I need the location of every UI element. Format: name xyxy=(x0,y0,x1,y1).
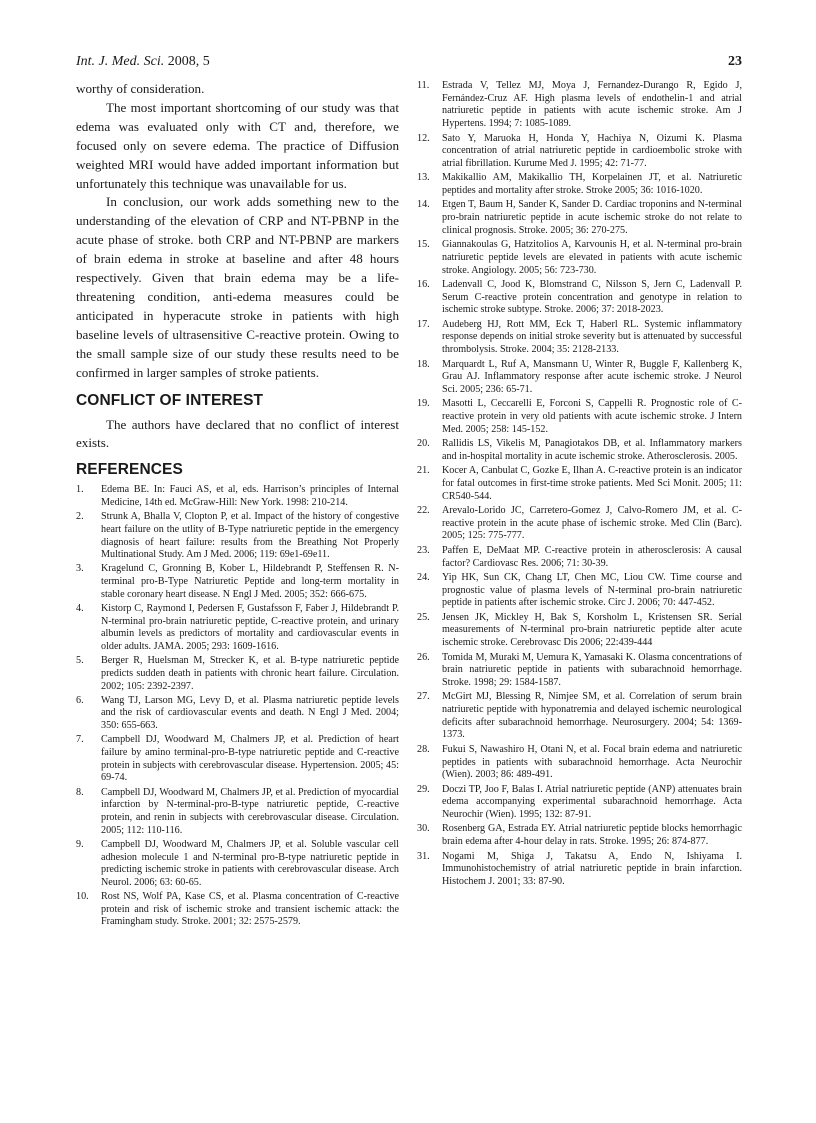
reference-item xyxy=(76,603,399,654)
reference-item xyxy=(76,655,399,693)
reference-text: Strunk A, Bhalla V, Clopton P, et al. Impact of the history of congestive heart failure on the utlity of B-Type natriuretic peptide in the emergency diagnosis of heart failure: results from the Breathing Not Properly Multinational Study. Am J Med. 2006; 119: 69e1-69e11. xyxy=(101,511,399,561)
reference-number: 13. xyxy=(417,172,430,184)
reference-item xyxy=(417,279,742,317)
reference-text: Paffen E, DeMaat MP. C-reactive protein in atherosclerosis: A causal factor? Cardiovasc Res. 2006; 71: 30-39. xyxy=(442,544,742,569)
conflict-text: The authors have declared that no conflict of interest exists. xyxy=(76,416,399,451)
reference-text: Sato Y, Maruoka H, Honda Y, Hachiya N, Oizumi K. Plasma concentration of atrial natriuretic peptide in cardioembolic stroke with atrial fibrillation. Kurume Med J. 1995; 42: 71-77. xyxy=(442,132,742,169)
reference-text: Kistorp C, Raymond I, Pedersen F, Gustafsson F, Faber J, Hildebrandt P. N-terminal pro-brain natriuretic peptide, C-reactive protein, and urinary albumin levels as predictors of mortality and cardiovascular events in older adults. JAMA. 2005; 293: 1609-1616. xyxy=(101,602,399,653)
reference-text: Rosenberg GA, Estrada EY. Atrial natriuretic peptide blocks hemorrhagic brain edema after 4-hour delay in rats. Stroke. 1995; 26: 874-877. xyxy=(442,823,742,848)
reference-text: Edema BE. In: Fauci AS, et al, eds. Harrison’s principles of Internal Medicine, 14th ed. McGraw-Hill: New York. 1998: 210-214. xyxy=(101,484,399,509)
reference-text: Marquardt L, Ruf A, Mansmann U, Winter R, Buggle F, Kallenberg K, Grau AJ. Inflammatory response after acute ischemic stroke. J Neurol Sci. 2005; 236: 65-71. xyxy=(442,358,742,395)
reference-item xyxy=(417,652,742,690)
reference-text: Giannakoulas G, Hatzitolios A, Karvounis H, et al. N-terminal pro-brain natriuretic peptide levels are elevated in patients with acute ischemic stroke. Angiology. 2005; 56: 723-730. xyxy=(442,239,742,276)
paragraph-shortcoming: The most important shortcoming of our study was that edema was evaluated only with CT and, therefore, we focused only on severe edema. The practice of Diffusion weighted MRI would have added important information but unfortunately this technique was unavailable for us. xyxy=(76,99,399,191)
reference-number: 18. xyxy=(417,358,430,370)
reference-text: Ladenvall C, Jood K, Blomstrand C, Nilsson S, Jern C, Ladenvall P. Serum C-reactive protein concentration and genotype in relation to ischemic stroke subtype. Stroke. 2006; 37: 2018-2023. xyxy=(442,278,742,316)
reference-item xyxy=(417,133,742,171)
reference-item xyxy=(76,563,399,601)
reference-item xyxy=(417,172,742,197)
references-heading: REFERENCES xyxy=(76,461,183,479)
reference-number: 19. xyxy=(417,398,430,410)
reference-text: Doczi TP, Joo F, Balas I. Atrial natriuretic peptide (ANP) attenuates brain edema accompanying experimental subarachnoid hemorrhage. Acta Neurochir (Wien). 1995; 132: 87-91. xyxy=(442,783,742,821)
reference-item xyxy=(417,319,742,357)
reference-number: 30. xyxy=(417,823,430,835)
reference-number: 14. xyxy=(417,199,430,211)
reference-text: Berger R, Huelsman M, Strecker K, et al. B-type natriuretic peptide predicts sudden death in patients with chronic heart failure. Circulation. 2002; 105: 2392-2397. xyxy=(101,655,399,692)
reference-text: Jensen JK, Mickley H, Bak S, Korsholm L, Kristensen SR. Serial measurements of N-terminal pro-brain natriuretic peptide alter acute ischemic stroke. Cerebrovasc Dis 2006; 22:439-444 xyxy=(442,611,742,649)
reference-item xyxy=(417,744,742,782)
reference-item xyxy=(417,199,742,237)
left-column xyxy=(76,80,399,931)
reference-number: 15. xyxy=(417,239,430,251)
reference-number: 17. xyxy=(417,318,430,330)
conflict-heading: CONFLICT OF INTEREST xyxy=(76,391,264,409)
reference-number: 31. xyxy=(417,850,430,862)
reference-list-left xyxy=(76,484,399,929)
reference-text: Arevalo-Lorido JC, Carretero-Gomez J, Calvo-Romero JM, et al. C-reactive protein in the acute phase of ischemic stroke. Med Clin (Barc). 2005; 125: 775-777. xyxy=(442,505,742,542)
reference-item xyxy=(76,734,399,785)
reference-item xyxy=(417,691,742,742)
reference-number: 29. xyxy=(417,783,430,795)
reference-item xyxy=(417,398,742,436)
reference-number: 8. xyxy=(76,786,84,798)
reference-number: 5. xyxy=(76,655,84,667)
paragraph-continuation: worthy of consideration. xyxy=(76,81,205,96)
right-column xyxy=(417,80,742,890)
reference-number: 22. xyxy=(417,505,430,517)
reference-item xyxy=(417,823,742,848)
reference-number: 3. xyxy=(76,563,84,575)
reference-item xyxy=(417,612,742,650)
reference-item xyxy=(417,851,742,889)
reference-text: Etgen T, Baum H, Sander K, Sander D. Cardiac troponins and N-terminal pro-brain natriuretic peptide in acute ischemic stroke do not relate to clinical prognosis. Stroke. 2005; 36: 270-275. xyxy=(442,199,742,236)
reference-number: 27. xyxy=(417,691,430,703)
reference-text: Nogami M, Shiga J, Takatsu A, Endo N, Ishiyama I. Immunohistochemistry of atrial natriuretic peptide in brain infarction. Histochem J. 2001; 33: 87-90. xyxy=(442,850,742,887)
reference-item xyxy=(76,839,399,890)
reference-text: Rallidis LS, Vikelis M, Panagiotakos DB, et al. Inflammatory markers and in-hospital mortality in acute ischemic stroke. Atherosclerosis. 2005. xyxy=(442,438,742,462)
page-header xyxy=(76,54,742,70)
journal-citation xyxy=(76,54,210,70)
reference-text: Kragelund C, Gronning B, Kober L, Hildebrandt P, Steffensen R. N-terminal pro-B-Type Natriuretic Peptide and long-term mortality in stable coronary heart disease. N Engl J Med. 2005; 352: 666-675. xyxy=(101,563,399,600)
journal-name: Int. J. Med. Sci. xyxy=(76,54,165,69)
reference-text: Rost NS, Wolf PA, Kase CS, et al. Plasma concentration of C-reactive protein and risk of ischemic stroke and transient ischemic attack: the Framingham study. Stroke. 2001; 32: 2575-2579. xyxy=(101,891,399,928)
reference-text: Wang TJ, Larson MG, Levy D, et al. Plasma natriuretic peptide levels and the risk of cardiovascular events and death. N Engl J Med. 2004; 350: 655-663. xyxy=(101,694,399,732)
reference-item xyxy=(417,545,742,570)
reference-number: 12. xyxy=(417,132,430,144)
page-number: 23 xyxy=(728,54,742,69)
reference-item xyxy=(417,438,742,463)
reference-text: Estrada V, Tellez MJ, Moya J, Fernandez-Durango R, Egido J, Fernández-Cruz AF. High plasma levels of endothelin-1 and atrial natriuretic peptide in patients with acute ischemic stroke. Am J Hypertens. 1994; 7: 1085-1089. xyxy=(442,80,742,130)
reference-number: 1. xyxy=(76,484,84,496)
reference-text: Campbell DJ, Woodward M, Chalmers JP, et al. Soluble vascular cell adhesion molecule 1 and N-terminal pro-B-type natriuretic peptide in predicting ischemic stroke in patients with cerebrovascular disease. Arch Neurol. 2006; 63: 60-65. xyxy=(101,838,399,888)
reference-list-right xyxy=(417,80,742,889)
reference-text: Makikallio AM, Makikallio TH, Korpelainen JT, et al. Natriuretic peptides and mortality after stroke. Stroke 2005; 36: 1016-1020. xyxy=(442,172,742,196)
reference-item xyxy=(417,572,742,610)
reference-text: Masotti L, Ceccarelli E, Forconi S, Cappelli R. Prognostic role of C-reactive protein in very old patients with acute ischemic stroke. J Intern Med. 2005; 258: 145-152. xyxy=(442,398,742,435)
reference-number: 6. xyxy=(76,694,84,706)
reference-item xyxy=(76,787,399,838)
reference-number: 28. xyxy=(417,743,430,755)
reference-item xyxy=(76,891,399,929)
reference-number: 10. xyxy=(76,891,89,903)
reference-item xyxy=(417,784,742,822)
reference-number: 16. xyxy=(417,278,430,290)
reference-number: 2. xyxy=(76,511,84,523)
reference-text: Campbell DJ, Woodward M, Chalmers JP, et al. Prediction of myocardial infarction by N-terminal-pro-B-type natriuretic peptide, C-reactive protein, and renin in subjects with cerebrovascular disease. Circulation. 2005; 112: 110-116. xyxy=(101,786,399,836)
reference-text: Audeberg HJ, Rott MM, Eck T, Haberl RL. Systemic inflammatory response depends on initial stroke severity but is attenuated by successful thrombolysis. Stroke. 2004; 35: 2128-2133. xyxy=(442,318,742,356)
reference-number: 4. xyxy=(76,602,84,614)
reference-text: Campbell DJ, Woodward M, Chalmers JP, et al. Prediction of heart failure by amino terminal-pro-B-type natriuretic peptide and C-reactive protein in subjects with cerebrovascular disease. Hypertension. 2005; 45: 69-74. xyxy=(101,734,399,784)
reference-text: Tomida M, Muraki M, Uemura K, Yamasaki K. Olasma concentrations of brain natriuretic peptide in patients with subarachnoid hemorrhage. Stroke. 1998; 29: 1584-1587. xyxy=(442,651,742,688)
reference-number: 26. xyxy=(417,651,430,663)
reference-number: 24. xyxy=(417,571,430,583)
reference-number: 7. xyxy=(76,734,84,746)
reference-item xyxy=(417,359,742,397)
reference-item xyxy=(417,239,742,277)
reference-item xyxy=(76,484,399,509)
reference-number: 21. xyxy=(417,465,430,477)
reference-text: McGirt MJ, Blessing R, Nimjee SM, et al. Correlation of serum brain natriuretic peptide with hyponatremia and delayed ischemic neurological deficits after subarachnoid hemorrhage. Neurosurgery. 2004; 54: 1369-1373. xyxy=(442,691,742,741)
reference-number: 9. xyxy=(76,838,84,850)
reference-item xyxy=(417,465,742,503)
reference-number: 23. xyxy=(417,544,430,556)
reference-text: Yip HK, Sun CK, Chang LT, Chen MC, Liou CW. Time course and prognostic value of plasma levels of N-terminal pro-brain natriuretic peptide in patients after ischemic stroke. Circ J. 2006; 70: 447-452. xyxy=(442,571,742,609)
journal-year-volume: 2008, 5 xyxy=(167,54,210,69)
reference-text: Kocer A, Canbulat C, Gozke E, Ilhan A. C-reactive protein is an indicator for fatal outcomes in first-time stroke patients. Med Sci Monit. 2005; 11: CR540-544. xyxy=(442,465,742,502)
reference-number: 11. xyxy=(417,80,430,91)
reference-item xyxy=(76,695,399,733)
reference-item xyxy=(417,505,742,543)
reference-text: Fukui S, Nawashiro H, Otani N, et al. Focal brain edema and natriuretic peptides in patients with subarachnoid hemorrhage. Acta Neurochir (Wien). 2003; 86: 489-491. xyxy=(442,743,742,781)
reference-item xyxy=(417,80,742,131)
reference-number: 20. xyxy=(417,438,430,450)
reference-item xyxy=(76,511,399,562)
paragraph-conclusion: In conclusion, our work adds something new to the understanding of the elevation of CRP and NT-PBNP in the acute phase of stroke. both CRP and NT-PBNP are markers of brain edema in stroke at baseline and after 48 hours respectively. Given that brain edema may be a life-threatening condition, anti-edema measures could be anticipated in hyperacute stroke in patients with high baseline levels of ultrasensitive C-reactive protein. Owing to the small sample size of our study these results need to be confirmed in larger samples of stroke patients. xyxy=(76,194,399,380)
reference-number: 25. xyxy=(417,611,430,623)
